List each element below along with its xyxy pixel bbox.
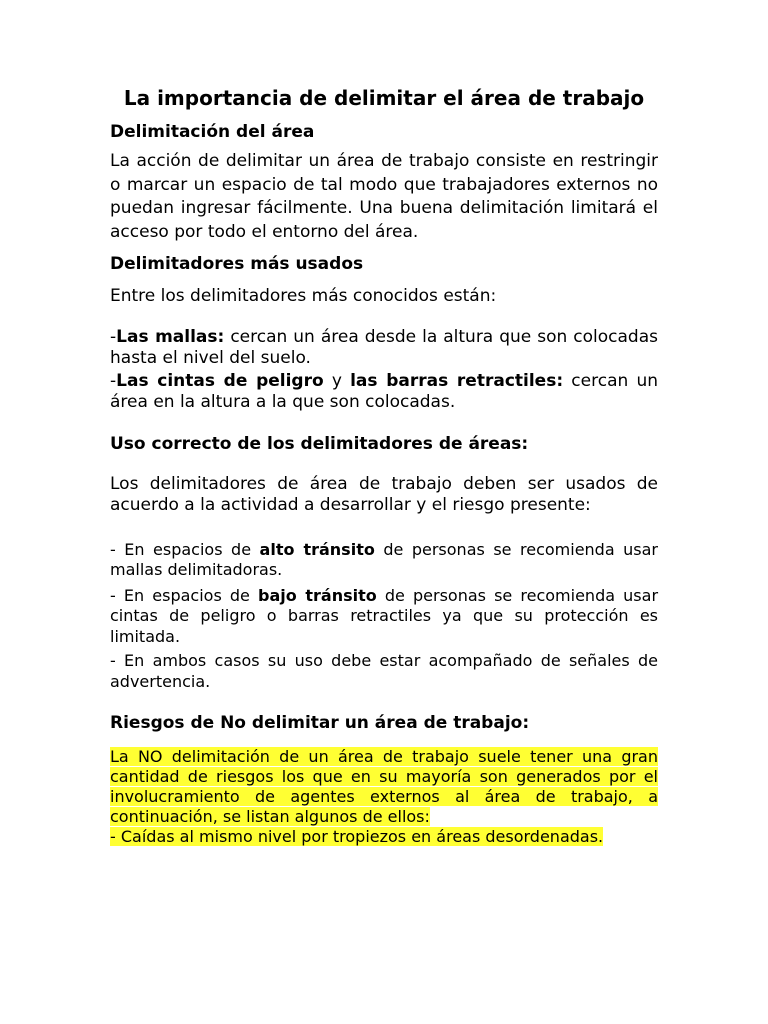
alto-transito-label: alto tránsito bbox=[259, 539, 375, 559]
barras-label: las barras retractiles: bbox=[350, 370, 564, 391]
riesgos-body bbox=[110, 747, 658, 847]
section-heading-delimitacion: Delimitación del área bbox=[110, 122, 315, 142]
bullet-bajo-transito bbox=[110, 586, 658, 648]
riesgos-bullet-highlight: - Caídas al mismo nivel por tropiezos en áreas desordenadas. bbox=[110, 827, 604, 846]
uso-correcto-intro: Los delimitadores de área de trabajo deben ser usados de acuerdo a la actividad a desarrollar y el riesgo presente: bbox=[110, 473, 658, 515]
alto-pre: - En espacios de bbox=[110, 539, 260, 559]
section-body-delimitacion: La acción de delimitar un área de trabajo consiste en restringir o marcar un espacio de tal modo que trabajadores externos no puedan ingresar fácilmente. Una buena delimitación limitará el acceso por todo el entorno del área. bbox=[110, 151, 658, 242]
cintas-and: y bbox=[323, 370, 351, 391]
cintas-text: cercan un área en la altura a la que son colocadas. bbox=[110, 370, 659, 412]
mallas-label: Las mallas: bbox=[116, 326, 225, 347]
alto-post: de personas se recomienda usar mallas delimitadoras. bbox=[110, 539, 659, 579]
document-content bbox=[110, 84, 658, 847]
delimitadores-intro: Entre los delimitadores más conocidos están: bbox=[110, 286, 497, 306]
bullet-ambos-casos: - En ambos casos su uso debe estar acompañado de señales de advertencia. bbox=[110, 651, 658, 691]
section-heading-riesgos: Riesgos de No delimitar un área de trabajo: bbox=[110, 713, 530, 733]
section-heading-uso-correcto: Uso correcto de los delimitadores de áreas: bbox=[110, 433, 529, 454]
bajo-pre: - En espacios de bbox=[110, 585, 259, 605]
bajo-transito-label: bajo tránsito bbox=[258, 585, 377, 605]
cintas-label: Las cintas de peligro bbox=[116, 370, 324, 391]
bullet-alto-transito bbox=[110, 540, 658, 581]
list-item-mallas: -Las mallas: cercan un área desde la altura que son colocadas hasta el nivel del suelo. bbox=[110, 326, 658, 368]
section-heading-delimitadores: Delimitadores más usados bbox=[110, 254, 364, 274]
document-title: La importancia de delimitar el área de trabajo bbox=[123, 86, 645, 110]
mallas-text: cercan un área desde la altura que son colocadas hasta el nivel del suelo. bbox=[110, 326, 658, 368]
bajo-post: de personas se recomienda usar cintas de peligro o barras retractiles ya que su protección es limitada. bbox=[110, 585, 659, 646]
list-item-cintas: -Las cintas de peligro y las barras retractiles: cercan un área en la altura a la que son colocadas. bbox=[110, 370, 659, 412]
riesgos-body-highlight: La NO delimitación de un área de trabajo suele tener una gran cantidad de riesgos los que en su mayoría son generados por el involucramiento de agentes externos al área de trabajo, a continuación, se listan algunos de ellos: bbox=[110, 747, 658, 826]
